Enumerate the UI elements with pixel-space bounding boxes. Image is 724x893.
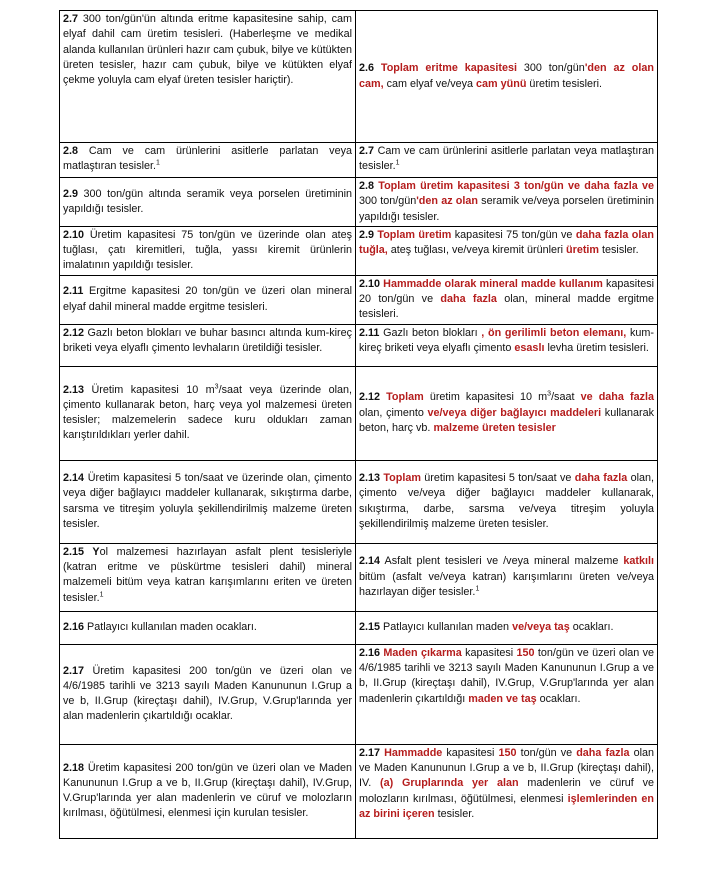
highlighted-change: ve/veya diğer bağlayıcı maddeleri [427,406,602,419]
clause-number: 2.10 [63,228,85,241]
clause-text: 300 ton/gün [359,195,417,208]
highlighted-change: cam yünü [476,77,527,90]
new-text-cell [356,143,658,178]
new-text-cell [356,366,658,460]
highlighted-change: Toplam eritme kapasitesi [380,62,517,75]
clause-text: üretim tesisleri. [526,77,603,90]
old-text-cell [60,611,356,644]
clause-number: 2.11 [63,285,84,298]
highlighted-change: daha fazla [574,472,628,485]
clause-text: olan, çimento [359,406,428,419]
new-text-cell [356,543,658,611]
clause-text: Gazlı beton blokları ve buhar basıncı altında kum-kireç briketi veya elyaflı çimento levhaların üretildiği tesisler. [63,326,352,354]
clause-text: Patlayıcı kullanılan maden [380,621,513,634]
clause-number: 2.12 [63,326,85,339]
superscript: 1 [395,159,400,167]
old-text-cell [60,275,356,324]
highlighted-change: , ön gerilimli beton elemanı, [481,326,627,339]
highlighted-change: esaslı [514,341,545,354]
new-text-cell [356,275,658,324]
clause-text: ocakları. [569,621,614,634]
old-text-cell [60,324,356,366]
clause-text: /saat [551,391,581,404]
old-text-cell [60,226,356,275]
clause-number: 2.11 [359,326,380,339]
clause-text: Üretim kapasitesi 10 m [84,383,215,396]
clause-number: 2.16 [359,646,384,659]
clause-number: 2.18 [63,761,85,774]
highlighted-change: üretim [566,244,600,257]
clause-number: 2.8 [359,180,379,192]
old-text-cell [60,744,356,838]
clause-text: ton/gün ve [516,746,577,759]
old-text-cell [60,366,356,460]
old-text-cell [60,11,356,143]
clause-text: tesisler. [599,244,639,257]
clause-text: olan, mineral madde ergitme tesisleri. [359,293,655,321]
new-text-cell [356,611,658,644]
clause-number: 2.16 [63,621,85,634]
clause-text: kapasitesi 20 ton/gün ve [359,277,654,306]
table-body [60,11,658,839]
highlighted-change: 'den az olan cam, [359,62,654,90]
clause-text: Üretim kapasitesi 75 ton/gün ve üzerinde olan ateş tuğlası, çatı kiremitleri, tuğla, yassı kiremit ürünlerin imalatının yapıldığı tesisler. [63,228,352,272]
highlighted-change: Maden çıkarma [383,646,462,659]
new-text-cell [356,226,658,275]
highlighted-change: Toplam [386,391,424,404]
clause-text: kapasitesi 75 ton/gün ve [451,228,576,241]
clause-text: levha üretim tesisleri. [544,341,649,354]
clause-text: 300 ton/gün [516,62,585,75]
clause-text: ton/gün ve üzeri olan ve 4/6/1985 tarihli ve 3213 sayılı Maden Kanununun I.Grup a ve b, II.Grup (kireçtaşı dahil), IV.Grup, V.Grup'larında yer alan madenlerin çıkartıldığı [359,646,655,705]
old-text-cell [60,543,356,611]
comparison-table [59,10,658,839]
clause-text: kum-kireç briketi veya elyaflı çimento [359,326,654,354]
highlighted-change: daha fazla olan tuğla, [359,228,654,257]
clause-text: madenlerin ve cüruf ve molozların kırılması, öğütülmesi, elenmesi [359,777,655,805]
highlighted-change: Toplam [383,472,421,485]
superscript: 1 [475,585,480,593]
table-row [60,366,658,460]
new-text-cell [356,11,658,143]
clause-text: Üretim kapasitesi 200 ton/gün ve üzeri olan ve Maden Kanununun I.Grup a ve b, II.Grup (kireçtaşı dahil), IV.Grup, V.Grup'larında yer alan madenlerin ve cüruf ve molozların kırılması, öğütülmesi, elenmesi için kurulan tesisler. [63,761,352,820]
clause-text: 300 ton/gün'ün altında eritme kapasitesine sahip, cam elyaf dahil cam üretim tesisleri. (Haberleşme ve medikal alanda kullanılan ürünleri hazır cam çubuk, bilye ve kütükten üreten tesisler, hazır cam çubuk, bilye ve kütükten elyaf çekme yoluyla cam elyaf üreten tesisler hariçtir). [63,13,352,87]
clause-number: 2.14 [359,555,381,568]
table-row [60,644,658,744]
clause-text: Cam ve cam ürünlerini asitlerle parlatan veya matlaştıran tesisler. [63,145,352,173]
clause-number: 2.15 Y [63,545,100,558]
clause-number: 2.13 [359,472,384,485]
highlighted-change: (a) Gruplarında yer alan [380,777,519,790]
highlighted-change: ve daha fazla [580,391,654,404]
highlighted-change: malzeme üreten tesisler [433,421,556,434]
superscript: 1 [156,159,160,167]
clause-text: /saat veya üzerinde olan, çimento kullanarak beton, harç veya yol malzemesi üreten tesisler; malzemelerin sadece kuru oldukları zaman karıştırıldıkları yerler dahil. [63,383,352,442]
clause-number: 2.15 [359,621,381,634]
clause-text: Cam ve cam ürünlerini asitlerle parlatan veya matlaştıran tesisler. [359,145,654,173]
clause-number: 2.17 [359,746,385,759]
clause-text: tesisler. [434,807,475,820]
old-text-cell [60,143,356,178]
highlighted-change: 150 [516,646,535,659]
clause-text: Gazlı beton blokları [379,326,482,339]
highlighted-change: 'den az olan [416,195,478,208]
table-row [60,143,658,178]
highlighted-change: 150 [498,746,517,759]
clause-text: ateş tuğlası, ve/veya kiremit ürünleri [387,244,567,257]
clause-text: kullanarak beton, harç vb. [359,406,655,434]
new-text-cell [356,178,658,227]
new-text-cell [356,460,658,543]
highlighted-change: daha fazla [440,293,497,306]
clause-text: ocakları. [536,692,581,705]
clause-number: 2.12 [359,391,387,404]
table-row [60,324,658,366]
table-row [60,275,658,324]
clause-text: Ergitme kapasitesi 20 ton/gün ve üzeri olan mineral elyaf dahil mineral madde ergitme tesisleri. [63,285,352,313]
highlighted-change: katkılı [623,555,654,568]
superscript: 1 [99,590,104,598]
clause-number: 2.7 [63,13,79,25]
highlighted-change: ve/veya taş [512,621,570,634]
table-row [60,460,658,543]
highlighted-change: maden ve taş [468,692,537,705]
table-row [60,543,658,611]
clause-text: kapasitesi [461,646,517,659]
clause-text: kapasitesi [442,746,499,759]
highlighted-change: Toplam üretim kapasitesi 3 ton/gün ve daha fazla ve [378,180,654,192]
table-row [60,744,658,838]
clause-text: bitüm (asfalt ve/veya katran) karışımlarını üreten ve/veya hazırlayan diğer tesisler. [359,570,654,598]
clause-number: 2.7 [359,145,375,157]
old-text-cell [60,460,356,543]
clause-text: seramik ve/veya porselen üretiminin yapıldığı tesisler. [359,195,654,223]
highlighted-change: Toplam üretim [377,228,452,241]
clause-text: üretim kapasitesi 5 ton/saat ve [420,472,575,485]
new-text-cell [356,744,658,838]
new-text-cell [356,644,658,744]
table-row [60,11,658,143]
clause-number: 2.9 [359,228,378,241]
clause-text: Asfalt plent tesisleri ve /veya mineral malzeme [380,555,624,568]
clause-text: Üretim kapasitesi 200 ton/gün ve üzeri olan ve 4/6/1985 tarihli ve 3213 sayılı Maden Kanununun I.Grup a ve b, II.Grup (kireçtaşı dahil), IV.Grup, V.Grup'larında yer alan madenlerin çıkartıldığı ocaklar. [63,664,352,723]
table-row [60,226,658,275]
clause-number: 2.9 [63,187,79,200]
clause-number: 2.6 [359,62,381,75]
clause-text: üretim kapasitesi 10 m [423,391,548,404]
new-text-cell [356,324,658,366]
table-row [60,178,658,227]
table-row [60,611,658,644]
clause-text: Üretim kapasitesi 5 ton/saat ve üzerinde olan, çimento veya diğer bağlayıcı maddeler kullanarak, sıkıştırma darbe, sarsma ve titreşim yoluyla şekillendirilmiş malzeme üreten tesisler. [63,472,352,530]
clause-number: 2.10 [359,277,384,290]
clause-text: ol malzemesi hazırlayan asfalt plent tesisleriyle (katran eritme ve püskürtme tesisleri dahil) mineral malzemeli bitüm veya katran karışımlarını eriten ve üreten tesisler. [63,545,352,604]
clause-number: 2.14 [63,472,85,485]
old-text-cell [60,178,356,227]
highlighted-change: işlemlerinden en az birini içeren [359,792,654,820]
clause-number: 2.13 [63,383,85,396]
clause-text: Patlayıcı kullanılan maden ocakları. [84,621,257,634]
clause-number: 2.17 [63,664,85,677]
clause-number: 2.8 [63,145,79,157]
highlighted-change: Hammadde [384,746,443,759]
superscript: 3 [547,390,552,398]
clause-text: cam elyaf ve/veya [383,77,477,90]
clause-text: olan ve Maden Kanununun I.Grup a ve b, II.Grup (kireçtaşı dahil), IV. [359,746,654,790]
highlighted-change: Hammadde olarak mineral madde kullanım [383,277,603,290]
highlighted-change: daha fazla [576,746,630,759]
superscript: 3 [214,382,219,390]
clause-text: 300 ton/gün altında seramik veya porselen üretiminin yapıldığı tesisler. [63,187,352,215]
old-text-cell [60,644,356,744]
clause-text: olan, çimento ve/veya diğer bağlayıcı maddeler kullanarak, sıkıştırma, darbe, sarsma ve/veya titreşim yoluyla şekillendirilmiş malzeme üreten tesisler. [359,472,654,530]
